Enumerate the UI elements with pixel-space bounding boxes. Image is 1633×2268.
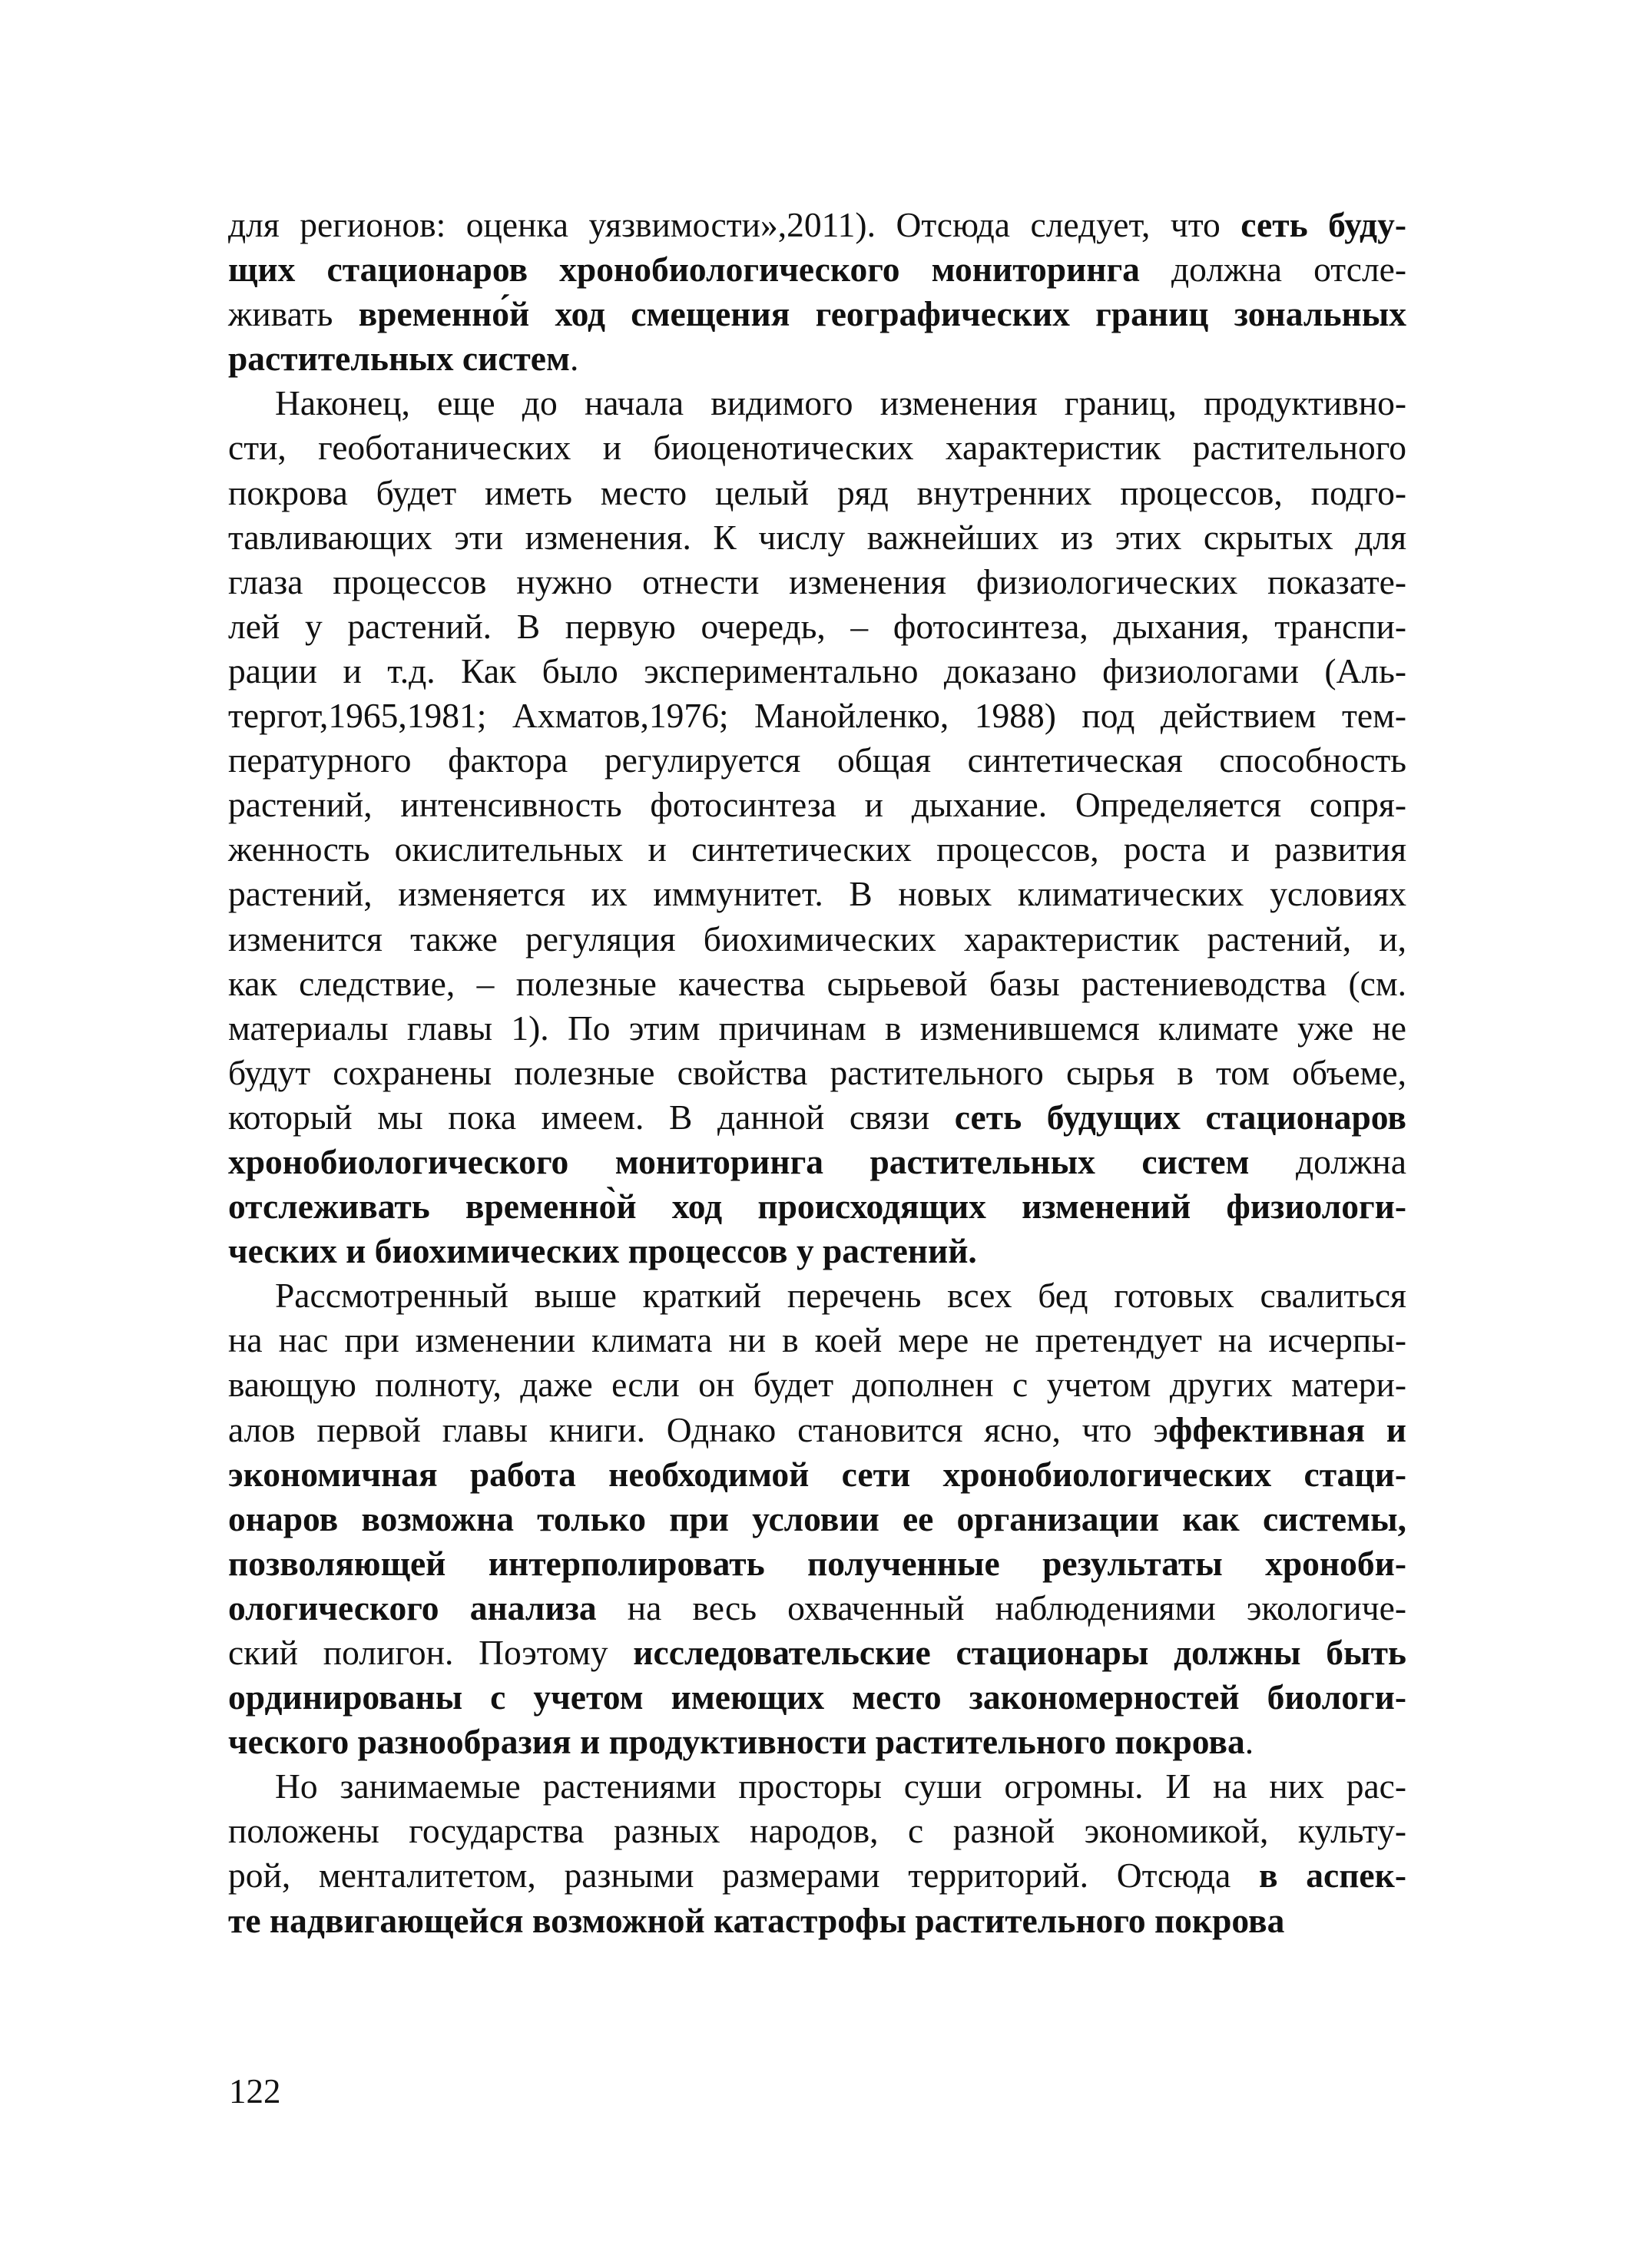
text-line bbox=[228, 962, 1406, 1006]
text-line bbox=[228, 247, 1406, 292]
text-line bbox=[228, 1541, 1406, 1586]
text-line bbox=[228, 783, 1406, 827]
text-line bbox=[228, 1229, 1406, 1273]
text-line bbox=[228, 1631, 1406, 1675]
regular-text: должна отсле- bbox=[1139, 250, 1406, 290]
regular-text: растений, интенсивность фотосинтеза и дыхание. Определяется сопря- bbox=[228, 785, 1406, 825]
bold-text: ческих и биохимических процессов у растений. bbox=[228, 1231, 977, 1271]
text-line bbox=[228, 515, 1406, 560]
text-line bbox=[228, 1095, 1406, 1140]
bold-text: те надвигающейся возможной катастрофы растительного покрова bbox=[228, 1900, 1285, 1940]
bold-text: сеть будущих стационаров bbox=[954, 1097, 1406, 1137]
text-line bbox=[228, 872, 1406, 916]
text-line bbox=[228, 560, 1406, 604]
regular-text: который мы пока имеем. В данной связи bbox=[228, 1097, 955, 1137]
text-line bbox=[228, 1362, 1406, 1407]
text-line bbox=[228, 649, 1406, 694]
text-line bbox=[228, 1720, 1406, 1764]
bold-text: ологического анализа bbox=[228, 1588, 597, 1627]
regular-text: Наконец, еще до начала видимого изменения границ, продуктивно- bbox=[275, 383, 1406, 423]
text-line bbox=[228, 1184, 1406, 1229]
text-line bbox=[228, 1586, 1406, 1631]
regular-text: будут сохранены полезные свойства растительного сырья в том объеме, bbox=[228, 1052, 1406, 1092]
text-line bbox=[228, 471, 1406, 515]
regular-text: для регионов: оценка уязвимости»,2011). Отсюда следует, что bbox=[228, 205, 1241, 244]
regular-text: Рассмотренный выше краткий перечень всех бед готовых свалиться bbox=[275, 1276, 1406, 1316]
regular-text: должна bbox=[1249, 1141, 1406, 1181]
regular-text: пературного фактора регулируется общая синтетическая способность bbox=[228, 740, 1406, 780]
text-line bbox=[228, 738, 1406, 783]
bold-text: ффективная и bbox=[1168, 1409, 1407, 1449]
text-line bbox=[228, 917, 1406, 962]
bold-text: исследовательские стационары должны быть bbox=[633, 1633, 1406, 1672]
regular-text: лей у растений. В первую очередь, – фотосинтеза, дыхания, транспи- bbox=[228, 606, 1406, 646]
bold-text: ординированы с учетом имеющих место закономерностей биологи- bbox=[228, 1677, 1406, 1717]
body-text bbox=[228, 203, 1406, 1943]
regular-text: алов первой главы книги. Однако становится ясно, что э bbox=[228, 1409, 1168, 1449]
bold-text: онаров возможна только при условии ее организации как системы, bbox=[228, 1498, 1406, 1538]
regular-text: ский полигон. Поэтому bbox=[228, 1633, 634, 1672]
text-line bbox=[228, 1497, 1406, 1541]
text-line bbox=[228, 1853, 1406, 1898]
text-line bbox=[228, 1809, 1406, 1853]
paragraph bbox=[228, 381, 1406, 1273]
regular-text: . bbox=[1244, 1722, 1254, 1762]
text-line bbox=[228, 1675, 1406, 1720]
regular-text: живать bbox=[228, 294, 359, 334]
bold-text: ческого разнообразия и продуктивности растительного покрова bbox=[228, 1722, 1245, 1762]
text-line bbox=[228, 381, 1406, 425]
regular-text: рации и т.д. Как было экспериментально доказано физиологами (Аль- bbox=[228, 651, 1406, 690]
regular-text: покрова будет иметь место целый ряд внутренних процессов, подго- bbox=[228, 472, 1406, 512]
regular-text: тергот,1965,1981; Ахматов,1976; Манойленко, 1988) под действием тем- bbox=[228, 696, 1406, 736]
page-number: 122 bbox=[229, 2072, 281, 2111]
regular-text: растений, изменяется их иммунитет. В новых климатических условиях bbox=[228, 874, 1406, 914]
text-line bbox=[228, 1452, 1406, 1497]
text-line bbox=[228, 425, 1406, 470]
text-line bbox=[228, 1764, 1406, 1809]
bold-text: временно́й ход смещения географических границ зональных bbox=[358, 294, 1406, 334]
paragraph bbox=[228, 1764, 1406, 1942]
bold-text: щих стационаров хронобиологического мониторинга bbox=[228, 250, 1140, 290]
bold-text: хронобиологического мониторинга растительных систем bbox=[228, 1141, 1250, 1181]
regular-text: положены государства разных народов, с разной экономикой, культу- bbox=[228, 1811, 1406, 1851]
text-line bbox=[228, 1273, 1406, 1318]
regular-text: на весь охваченный наблюдениями экологиче- bbox=[596, 1588, 1406, 1627]
regular-text: Но занимаемые растениями просторы суши огромны. И на них рас- bbox=[275, 1766, 1406, 1806]
text-line bbox=[228, 694, 1406, 738]
text-line bbox=[228, 1006, 1406, 1051]
regular-text: материалы главы 1). По этим причинам в изменившемся климате уже не bbox=[228, 1008, 1406, 1048]
text-line bbox=[228, 604, 1406, 649]
text-line bbox=[228, 292, 1406, 336]
regular-text: сти, геоботанических и биоценотических характеристик растительного bbox=[228, 428, 1406, 468]
text-line bbox=[228, 1899, 1406, 1943]
regular-text: вающую полноту, даже если он будет дополнен с учетом других матери- bbox=[228, 1365, 1406, 1405]
regular-text: на нас при изменении климата ни в коей мере не претендует на исчерпы- bbox=[228, 1320, 1406, 1360]
text-line bbox=[228, 1318, 1406, 1362]
bold-text: экономичная работа необходимой сети хронобиологических стаци- bbox=[228, 1454, 1406, 1494]
text-line bbox=[228, 336, 1406, 381]
paragraph bbox=[228, 1273, 1406, 1764]
text-line bbox=[228, 203, 1406, 247]
paragraph bbox=[228, 203, 1406, 381]
regular-text: как следствие, – полезные качества сырьевой базы растениеводства (см. bbox=[228, 963, 1406, 1003]
regular-text: глаза процессов нужно отнести изменения физиологических показате- bbox=[228, 561, 1406, 601]
bold-text: позволяющей интерполировать полученные результаты хроноби- bbox=[228, 1543, 1406, 1583]
text-line bbox=[228, 827, 1406, 872]
text-line bbox=[228, 1408, 1406, 1452]
bold-text: в аспек- bbox=[1258, 1856, 1406, 1896]
bold-text: отслеживать временно̀й ход происходящих изменений физиологи- bbox=[228, 1187, 1406, 1227]
bold-text: сеть буду- bbox=[1240, 205, 1406, 244]
regular-text: . bbox=[569, 339, 579, 379]
regular-text: тавливающих эти изменения. К числу важнейших из этих скрытых для bbox=[228, 517, 1406, 557]
text-line bbox=[228, 1051, 1406, 1095]
regular-text: женность окислительных и синтетических процессов, роста и развития bbox=[228, 829, 1406, 869]
bold-text: растительных систем bbox=[228, 339, 570, 379]
text-line bbox=[228, 1140, 1406, 1184]
regular-text: изменится также регуляция биохимических характеристик растений, и, bbox=[228, 919, 1406, 959]
regular-text: рой, менталитетом, разными размерами территорий. Отсюда bbox=[228, 1856, 1259, 1896]
